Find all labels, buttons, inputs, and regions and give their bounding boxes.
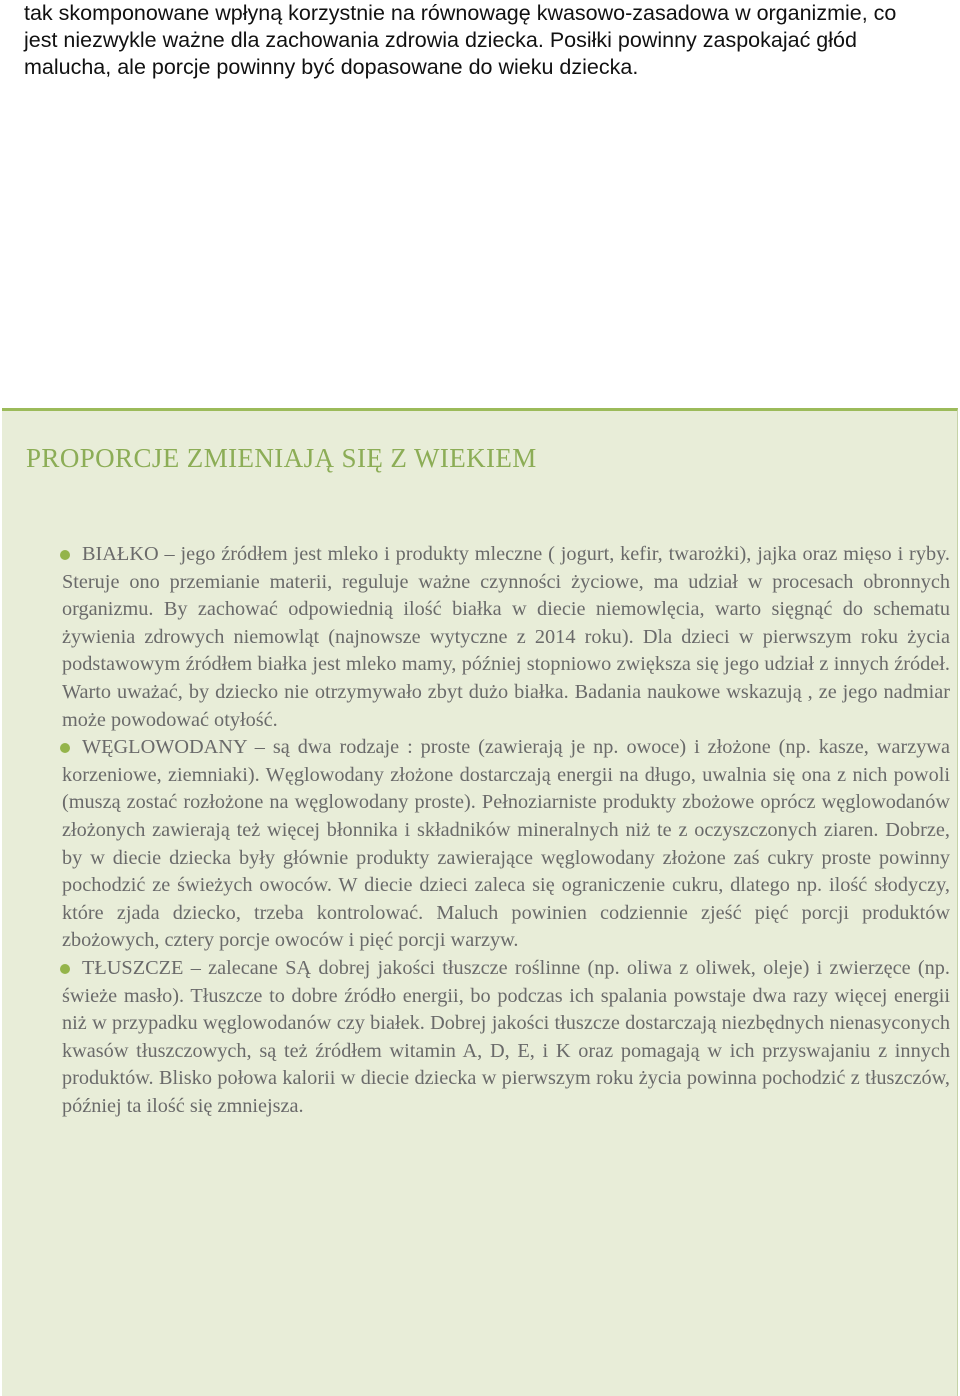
list-item-text: TŁUSZCZE – zalecane SĄ dobrej jakości tłuszcze roślinne (np. oliwa z oliwek, oleje) i zwierzęce (np. świeże masło). Tłuszcze to dobre źródło energii, bo podczas ich spalania powstaje dwa razy więcej energii niż w przypadku węglowodanów czy białek. Dobrej jakości tłuszcze dostarczają niezbędnych nienasyconych kwasów tłuszczowych, są też źródłem witamin A, D, E, i K oraz pomagają w ich przyswajaniu z innych produktów. Blisko połowa kalorii w diecie dziecka w pierwszym roku życia powinna pochodzić z tłuszczów, później ta ilość się zmniejsza. (62, 956, 950, 1117)
list-item-tluszcze (62, 955, 950, 1121)
slide-panel (2, 408, 958, 1396)
bullet-icon (60, 964, 70, 974)
list-item-text: BIAŁKO – jego źródłem jest mleko i produkty mleczne ( jogurt, kefir, twarożki), jajka oraz mięso i ryby. Steruje ono przemianie materii, reguluje ważne czynności życiowe, ma udział w procesach obronnych organizmu. By zachować odpowiednią ilość białka w diecie niemowlęcia, warto sięgnąć do schematu żywienia zdrowych niemowląt (najnowsze wytyczne z 2014 roku). Dla dzieci w pierwszym roku życia podstawowym źródłem białka jest mleko mamy, później stopniowo zwiększa się jego udział z innych źródeł. Warto uważać, by dziecko nie otrzymywało zbyt dużo białka. Badania naukowe wskazują , ze jego nadmiar może powodować otyłość. (62, 543, 950, 731)
intro-paragraph: tak skomponowane wpłyną korzystnie na równowagę kwasowo-zasadowa w organizmie, co jest niezwykle ważne dla zachowania zdrowia dziecka. Posiłki powinny zaspokajać głód malucha, ale porcje powinny być dopasowane do wieku dziecka. (24, 1, 897, 79)
list-item-text: WĘGLOWODANY – są dwa rodzaje : proste (zawierają je np. owoce) i złożone (np. kasze, warzywa korzeniowe, ziemniaki). Węglowodany złożone dostarczają energii na długo, uwalnia się ona z nich powoli (muszą zostać rozłożone na węglowodany proste). Pełnoziarniste produkty zbożowe oprócz węglowodanów złożonych zawierają też więcej błonnika i składników mineralnych niż te z oczyszczonych ziaren. Dobrze, by w diecie dziecka były głównie produkty zawierające węglowodany złożone zaś cukry proste powinny pochodzić ze świeżych owoców. W diecie dzieci zaleca się ograniczenie cukru, dlatego np. ilość słodyczy, które zjada dziecko, trzeba kontrolować. Maluch powinien codziennie zjeść pięć porcji produktów zbożowych, cztery porcje owoców i pięć porcji warzyw. (62, 736, 950, 952)
bullet-icon (60, 743, 70, 753)
slide-title: PROPORCJE ZMIENIAJĄ SIĘ Z WIEKIEM (26, 443, 537, 473)
list-item-weglowodany (62, 734, 950, 955)
bullet-icon (60, 550, 70, 560)
bullet-list (62, 541, 950, 1120)
list-item-bialko (62, 541, 950, 734)
